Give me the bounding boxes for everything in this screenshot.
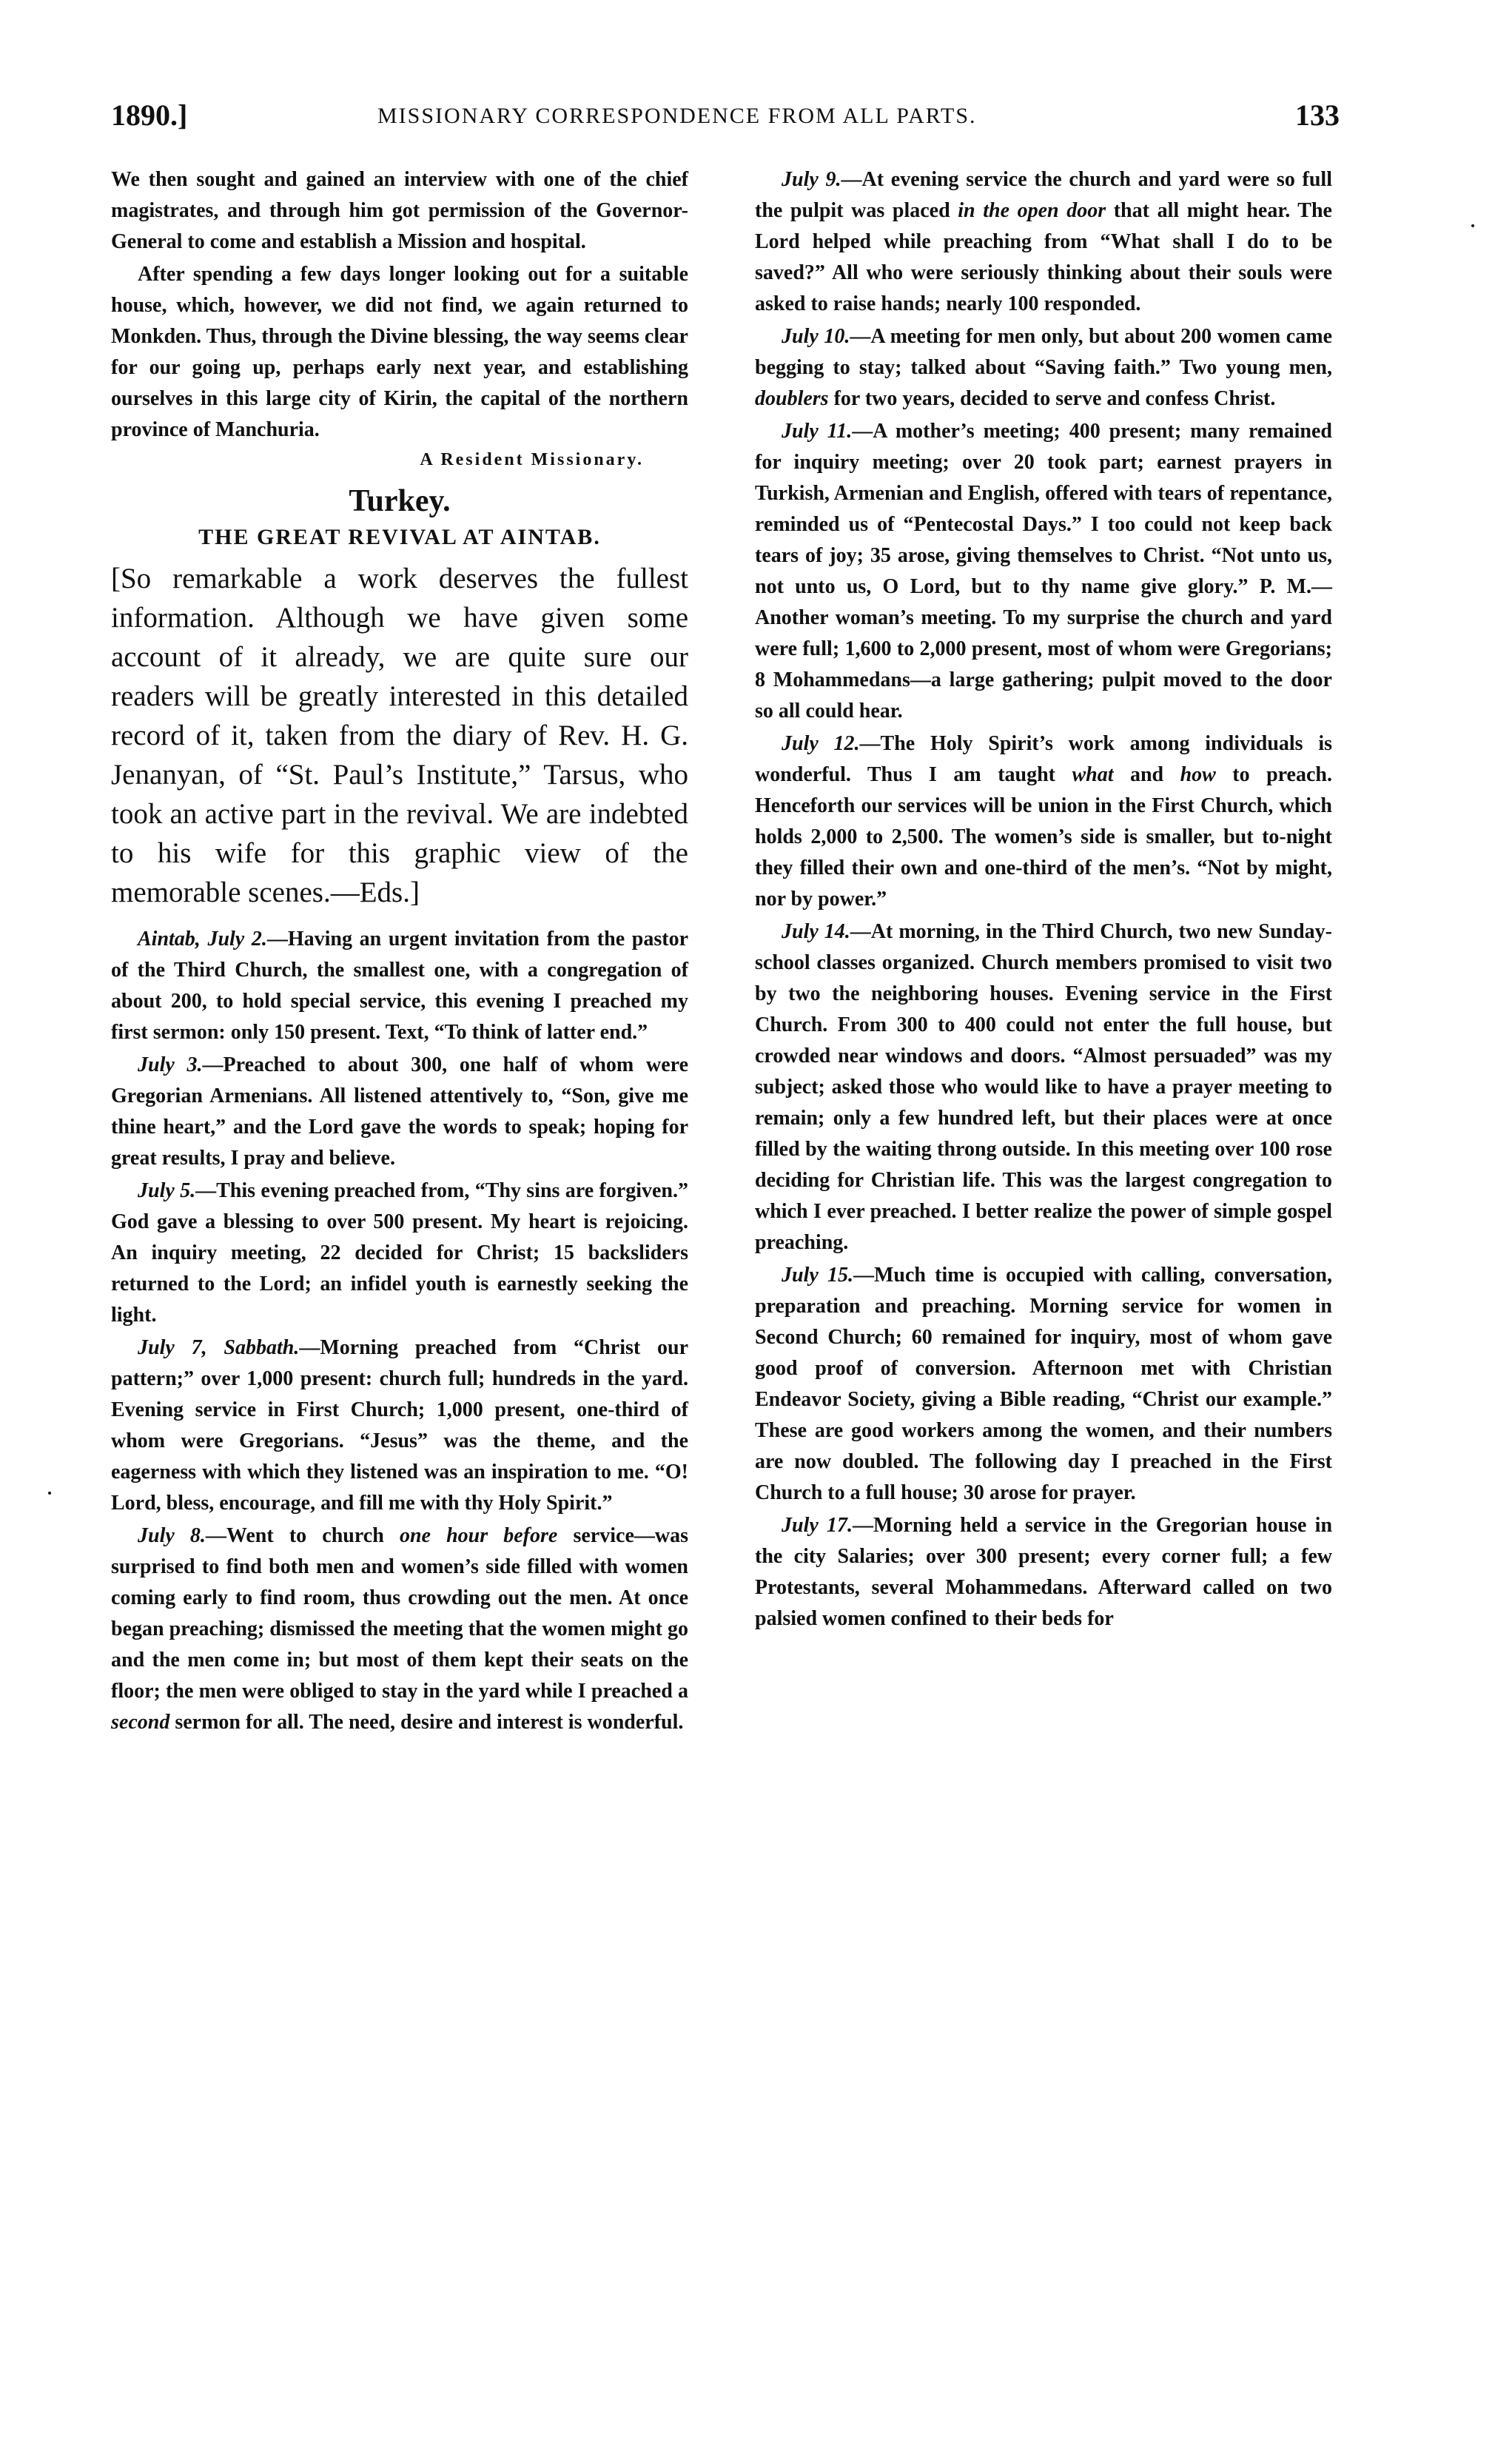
entry-text: —This evening preached from, “Thy sins are forgiven.” God gave a blessing to over 500 present. My heart is rejoicing. An inquiry meeting, 22 decided for Christ; 15 backsliders returned to the Lord; an infidel youth is earnestly seeking the light.	[111, 1179, 688, 1327]
emphasis: one hour before	[399, 1524, 558, 1547]
entry-text: —Having an urgent invitation from the pastor of the Third Church, the smallest one, with a congregation of about 200, to hold special service, this evening I preached my first sermon: only 150 present. Text, “To think of latter end.”	[111, 928, 688, 1044]
emphasis: doublers	[755, 387, 829, 410]
entry-date: July 12.	[782, 732, 860, 755]
entry-text: —Morning preached from “Christ our pattern;” over 1,000 present: church full; hundreds in the yard. Evening service in First Church; 1,000 present, one-third of whom were Gregorians. “Jesus” was the theme, and the eagerness with which they listened was an inspiration to me. “O! Lord, bless, encourage, and fill me with thy Holy Spirit.”	[111, 1336, 689, 1515]
diary-entry	[755, 164, 1332, 320]
entry-date: July 3.	[138, 1053, 203, 1076]
diary-entry	[755, 416, 1332, 727]
entry-text: sermon for all. The need, desire and interest is wonderful.	[169, 1711, 684, 1734]
margin-mark: ·	[46, 1479, 54, 1507]
entry-text: —Morning held a service in the Gregorian house in the city Salaries; over 300 present; every corner full; a few Protestants, several Mohammedans. Afterward called on two palsied women confined to their beds for	[755, 1514, 1333, 1630]
left-column	[111, 164, 688, 1740]
entry-date: July 9.	[782, 168, 841, 191]
entry-text: that all might hear. The Lord helped while preaching from “What shall I do to be saved?” All who were seriously thinking about their souls were asked to raise hands; nearly 100 responded.	[755, 199, 1332, 315]
entry-text: for two years, decided to serve and confess Christ.	[828, 387, 1276, 410]
diary-entry	[755, 916, 1332, 1258]
entry-date: July 10.	[782, 325, 850, 348]
header-running-title: MISSIONARY CORRESPONDENCE FROM ALL PARTS.	[377, 104, 977, 128]
paragraph: We then sought and gained an interview with one of the chief magistrates, and through him got permission of the Governor-General to come and establish a Mission and hospital.	[111, 168, 688, 253]
entry-text: —The Holy Spirit’s work among individuals is wonderful. Thus I am taught	[755, 732, 1332, 786]
entry-date: July 17.	[782, 1514, 853, 1537]
running-header	[111, 98, 1340, 142]
entry-date: July 8.	[138, 1524, 206, 1547]
article-title: THE GREAT REVIVAL AT AINTAB.	[198, 525, 601, 549]
entry-text: —A mother’s meeting; 400 present; many remained for inquiry meeting; over 20 took part; earnest prayers in Turkish, Armenian and English, offered with tears of repentance, reminded us of “Pentecostal Days.” I too could not keep back tears of joy; 35 arose, giving themselves to Christ. “Not unto us, not unto us, O Lord, but to thy name give glory.” P. M.—Another woman’s meeting. To my surprise the church and yard were full; 1,600 to 2,000 present, most of whom were Gregorians; 8 Mohammedans—a large gathering; pulpit moved to the door so all could hear.	[755, 420, 1332, 723]
entry-text: —At evening service the church and yard were so full the pulpit was placed	[755, 168, 1332, 222]
entry-date: July 7, Sabbath.	[138, 1336, 300, 1359]
diary-entry	[755, 1260, 1332, 1509]
diary-entry	[111, 1521, 688, 1738]
entry-text: and	[1113, 763, 1180, 786]
editorial-intro: [So remarkable a work deserves the fullest information. Although we have given some account of it already, we are quite sure our readers will be greatly interested in this detailed record of it, taken from the diary of Rev. H. G. Jenanyan, of “St. Paul’s Institute,” Tarsus, who took an active part in the revival. We are indebted to his wife for this graphic view of the memorable scenes.—Eds.]	[111, 563, 688, 908]
entry-text: —Much time is occupied with calling, conversation, preparation and preaching. Morning service for women in Second Church; 60 remained for inquiry, most of whom gave good proof of conversion. Afternoon met with Christian Endeavor Society, giving a Bible reading, “Christ our example.” These are good workers among the women, and their numbers are now doubled. The following day I preached in the First Church to a full house; 30 arose for prayer.	[755, 1264, 1332, 1504]
diary-entry	[111, 1332, 688, 1519]
entry-text: —Preached to about 300, one half of whom were Gregorian Armenians. All listened attentively to, “Son, give me thine heart,” and the Lord gave the words to speak; hoping for great results, I pray and believe.	[111, 1053, 688, 1170]
entry-date: July 14.	[782, 920, 850, 943]
signature: A Resident Missionary.	[420, 450, 644, 469]
entry-text: service—was surprised to find both men and women’s side filled with women coming early to find room, thus crowding out the men. At once began preaching; dismissed the meeting that the women might go and the men come in; but most of them kept their seats on the floor; the men were obliged to stay in the yard while I preached a	[111, 1524, 688, 1703]
diary-entry	[755, 321, 1332, 415]
diary-entry	[111, 924, 688, 1048]
diary-entry	[111, 1050, 688, 1174]
section-title: Turkey.	[349, 484, 451, 518]
emphasis: how	[1180, 763, 1216, 786]
emphasis: in the open door	[958, 199, 1106, 222]
margin-mark: ·	[1469, 212, 1477, 240]
right-column	[755, 164, 1332, 1636]
diary-entry	[755, 1510, 1332, 1635]
entry-date: July 5.	[138, 1179, 196, 1202]
entry-text: to preach. Henceforth our services will be union in the First Church, which holds 2,000 to 2,500. The women’s side is smaller, but to-night they filled their own and one-third of the men’s. “Not by might, nor by power.”	[755, 763, 1332, 911]
entry-date: July 15.	[782, 1264, 853, 1287]
emphasis: what	[1072, 763, 1114, 786]
entry-text: —A meeting for men only, but about 200 women came begging to stay; talked about “Saving faith.” Two young men,	[755, 325, 1332, 379]
entry-text: —At morning, in the Third Church, two new Sunday-school classes organized. Church members promised to visit two by two the neighboring houses. Evening service in the First Church. From 300 to 400 could not enter the full house, but crowded near windows and doors. “Almost persuaded” was my subject; asked those who would like to have a prayer meeting to remain; only a few hundred left, but their places were at once filled by the waiting throng outside. In this meeting over 100 rose deciding for Christian life. This was the largest congregation to which I ever preached. I better realize the power of simple gospel preaching.	[755, 920, 1332, 1254]
diary-entry	[755, 728, 1332, 915]
diary-entry	[111, 1176, 688, 1331]
entry-date: July 11.	[782, 420, 853, 443]
header-year: 1890.]	[111, 98, 188, 132]
header-page-number: 133	[1295, 98, 1340, 132]
emphasis: second	[111, 1711, 170, 1734]
entry-text: —Went to church	[205, 1524, 400, 1547]
paragraph: After spending a few days longer looking out for a suitable house, which, however, we did not find, we again returned to Monkden. Thus, through the Divine blessing, the way seems clear for our going up, perhaps early next year, and establishing ourselves in this large city of Kirin, the capital of the northern province of Manchuria.	[111, 263, 688, 441]
entry-date: Aintab, July 2.	[138, 928, 267, 951]
